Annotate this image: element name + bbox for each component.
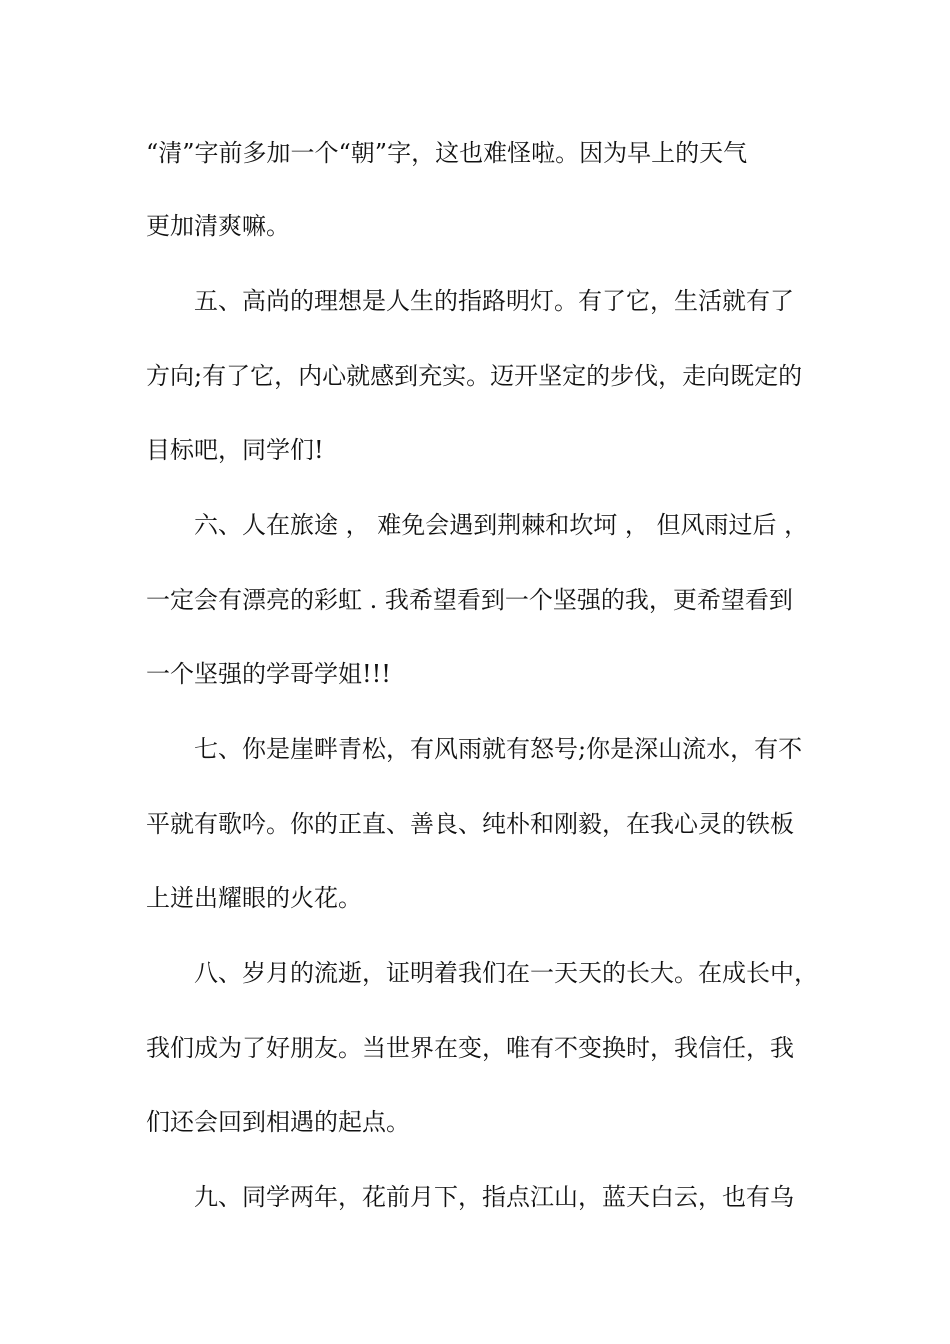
text-line: 一个坚强的学哥学姐!!! (146, 660, 391, 688)
text-line: 们还会回到相遇的起点。 (146, 1108, 410, 1136)
text-line: 方向;有了它，内心就感到充实。迈开坚定的步伐，走向既定的 (146, 362, 803, 390)
paragraph-five-start: 五、高尚的理想是人生的指路明灯。有了它，生活就有了 (194, 287, 794, 315)
text-line: 更加清爽嘛。 (146, 212, 290, 240)
text-line: 我们成为了好朋友。当世界在变，唯有不变换时，我信任，我 (146, 1034, 794, 1062)
text-line: “清”字前多加一个“朝”字，这也难怪啦。因为早上的天气 (146, 139, 748, 167)
text-line: 目标吧，同学们! (146, 436, 324, 464)
paragraph-nine-start: 九、同学两年，花前月下，指点江山，蓝天白云，也有乌 (194, 1183, 794, 1211)
text-line: 一定会有漂亮的彩虹 . 我希望看到一个坚强的我，更希望看到 (146, 586, 793, 614)
paragraph-six-start: 六、人在旅途 ， 难免会遇到荆棘和坎坷 ， 但风雨过后 ， (194, 511, 809, 539)
paragraph-seven-start: 七、你是崖畔青松，有风雨就有怒号;你是深山流水，有不 (194, 735, 803, 763)
text-line: 上迸出耀眼的火花。 (146, 884, 362, 912)
text-line: 平就有歌吟。你的正直、善良、纯朴和刚毅，在我心灵的铁板 (146, 810, 794, 838)
paragraph-eight-start: 八、岁月的流逝，证明着我们在一天天的长大。在成长中， (194, 959, 818, 987)
